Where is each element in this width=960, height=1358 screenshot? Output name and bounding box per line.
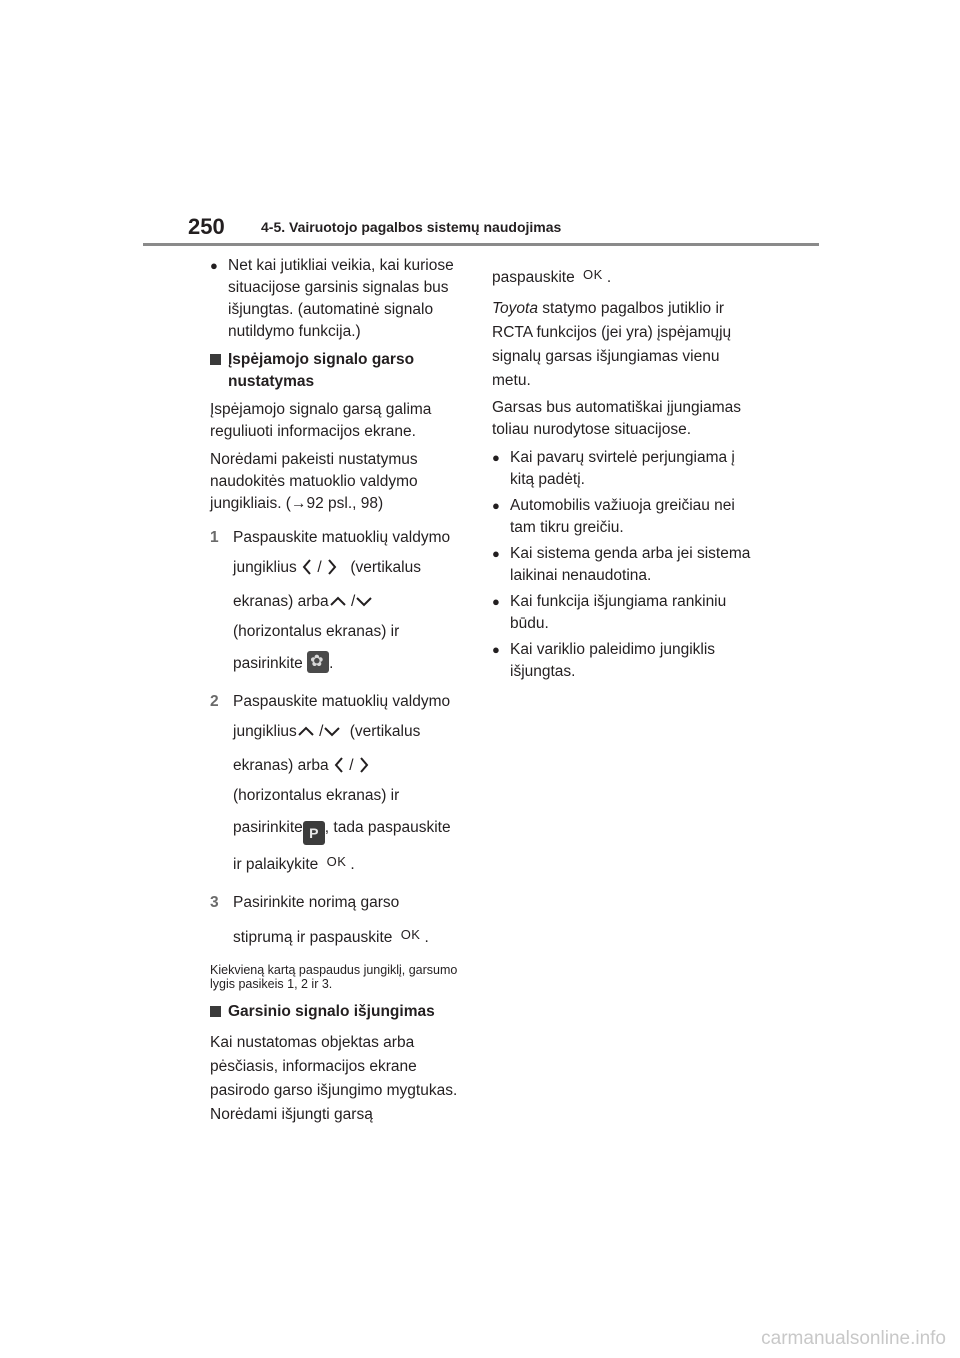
section-title: 4-5. Vairuotojo pagalbos sistemų naudojimas: [261, 219, 562, 235]
list-item: ● Kai sistema genda arba jei sistema laikinai nenaudotina.: [492, 545, 751, 584]
chevron-down-icon: [355, 593, 373, 609]
bullet-dot-icon: ●: [492, 450, 500, 465]
settings-gear-icon: ✿: [307, 651, 329, 673]
list-item: ● Kai pavarų svirtelė perjungiama į kitą padėtį.: [492, 449, 735, 488]
chevron-right-icon: [326, 559, 338, 575]
chevron-right-icon: [358, 757, 370, 773]
paragraph: Toyota statymo pagalbos jutiklio ir RCTA funkcijos (jei yra) įspėjamųjų signalų garsas išjungiamas vienu metu.: [492, 300, 732, 389]
chevron-left-icon: [333, 757, 345, 773]
step-number: 1: [210, 529, 219, 546]
bullet-dot-icon: ●: [492, 498, 500, 513]
step-2: 2 Paspauskite matuoklių valdymo jungiklius / (vertikalus ekranas) arba / (horizontalus ekranas) ir pasirinkite P , tada paspauskite ir palaikykite OK .: [210, 687, 472, 880]
list-item: ● Automobilis važiuoja greičiau nei tam tikru greičiu.: [492, 497, 735, 536]
bullet-dot-icon: ●: [492, 642, 500, 657]
left-column: [210, 255, 472, 1127]
step-number: 2: [210, 693, 219, 710]
bullet-dot-icon: ●: [492, 546, 500, 561]
page-number: 250: [188, 214, 225, 239]
paragraph: Kai nustatomas objektas arba pėsčiasis, informacijos ekrane pasirodo garso išjungimo mygtukas. Norėdami išjungti garsą: [210, 1034, 458, 1123]
header-rule: [143, 243, 819, 246]
square-bullet-icon: [210, 354, 221, 365]
chevron-up-icon: [297, 723, 315, 739]
step-3: 3 Pasirinkite norimą garso stiprumą ir paspauskite OK .: [210, 888, 472, 953]
paragraph: Norėdami pakeisti nustatymus naudokitės matuoklio valdymo jungikliais. (→92 psl., 98): [210, 451, 418, 512]
bullet-dot-icon: ●: [492, 594, 500, 609]
ok-button-icon: OK: [583, 267, 603, 282]
step-1: 1 Paspauskite matuoklių valdymo jungiklius / (vertikalus ekranas) arba / (horizontalus ekranas) ir pasirinkite ✿ .: [210, 523, 472, 679]
bullet-item: ● Net kai jutikliai veikia, kai kuriose situacijose garsinis signalas bus išjungtas. (automatinė signalo nutildymo funkcija.): [210, 257, 454, 340]
list-item: ● Kai funkcija išjungiama rankiniu būdu.: [492, 593, 727, 632]
right-column: [492, 264, 754, 683]
ok-button-icon: OK: [326, 854, 347, 869]
ok-button-icon: OK: [400, 927, 421, 942]
note: Kiekvieną kartą paspaudus jungiklį, garsumo lygis pasikeis 1, 2 ir 3.: [210, 963, 458, 991]
paragraph: paspauskite OK .: [492, 264, 754, 289]
chevron-left-icon: [301, 559, 313, 575]
square-bullet-icon: [210, 1006, 221, 1017]
chevron-down-icon: [323, 723, 341, 739]
parking-sensor-icon: P: [303, 821, 325, 845]
paragraph: Įspėjamojo signalo garsą galima reguliuoti informacijos ekrane.: [210, 401, 432, 440]
step-number: 3: [210, 894, 219, 911]
section-heading: Garsinio signalo išjungimas: [210, 1001, 472, 1023]
list-item: ● Kai variklio paleidimo jungiklis išjungtas.: [492, 641, 716, 680]
paragraph: Garsas bus automatiškai įjungiamas toliau nurodytose situacijose.: [492, 399, 741, 438]
watermark: carmanualsonline.info: [761, 1328, 946, 1349]
chevron-up-icon: [329, 593, 347, 609]
section-heading: Įspėjamojo signalo garso nustatymas: [210, 349, 472, 393]
bullet-dot-icon: ●: [210, 258, 218, 273]
